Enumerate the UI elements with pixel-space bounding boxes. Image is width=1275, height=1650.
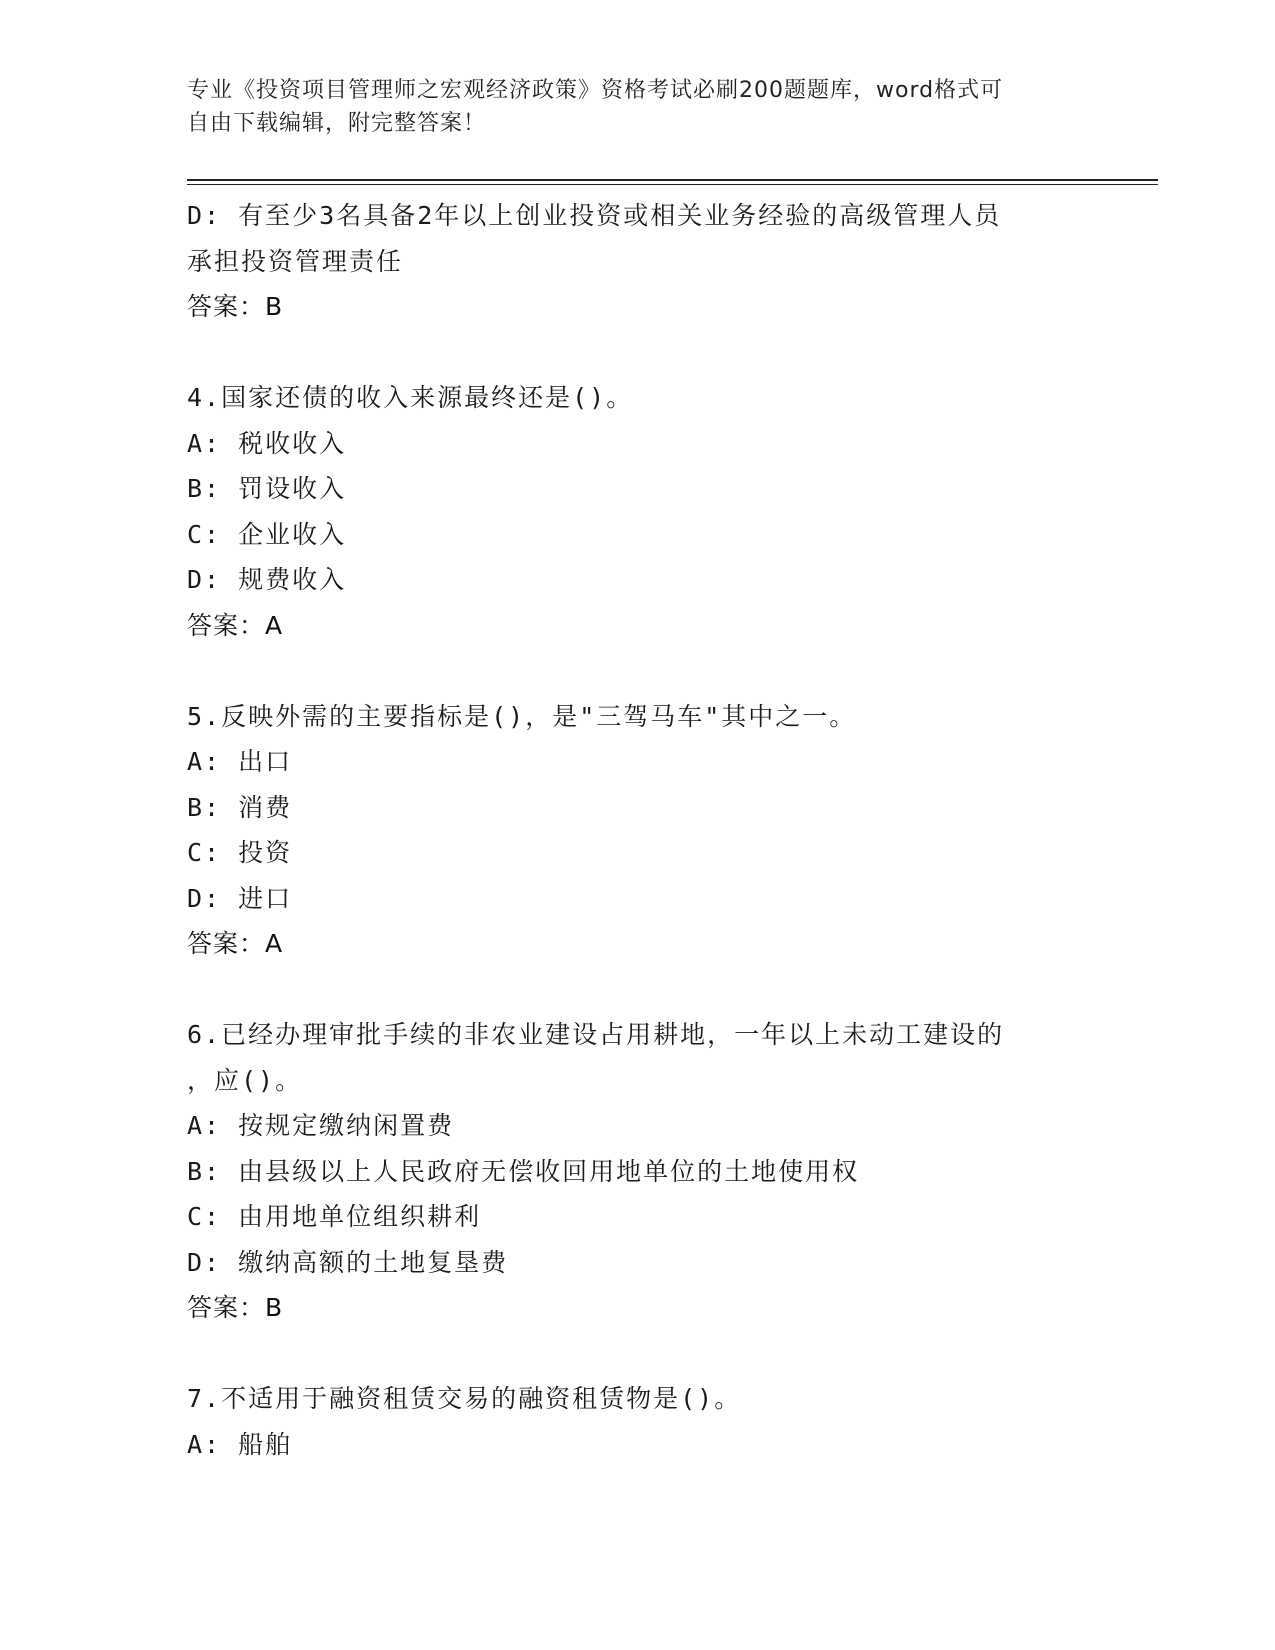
option-line: A: 按规定缴纳闲置费 xyxy=(187,1111,455,1140)
option-line: B: 消费 xyxy=(187,792,293,822)
spacer xyxy=(187,330,1087,376)
option-line: D: 进口 xyxy=(187,883,293,913)
spacer xyxy=(187,967,1087,1013)
option-line: C: 企业收入 xyxy=(187,519,347,549)
question-text: 7.不适用于融资租赁交易的融资租赁物是()。 xyxy=(187,1384,742,1413)
header-line-1: 专业《投资项目管理师之宏观经济政策》资格考试必刷200题题库，word格式可 xyxy=(187,78,1004,103)
option-line: A: 税收收入 xyxy=(187,428,347,458)
question-block xyxy=(187,1012,1087,1331)
spacer xyxy=(187,648,1087,694)
spacer xyxy=(187,1331,1087,1377)
option-line: D: 有至少3名具备2年以上创业投资或相关业务经验的高级管理人员 xyxy=(187,201,1002,230)
question-text-continued: ，应()。 xyxy=(187,1065,303,1095)
option-line: D: 缴纳高额的土地复垦费 xyxy=(187,1247,509,1277)
question-block xyxy=(187,694,1087,967)
question-text: 5.反映外需的主要指标是()，是"三驾马车"其中之一。 xyxy=(187,701,857,731)
question-text: 6.已经办理审批手续的非农业建设占用耕地，一年以上未动工建设的 xyxy=(187,1020,1005,1049)
option-line: A: 出口 xyxy=(187,747,293,776)
option-line: B: 由县级以上人民政府无偿收回用地单位的土地使用权 xyxy=(187,1156,860,1186)
option-line: 承担投资管理责任 xyxy=(187,246,404,276)
header-rule-thin xyxy=(187,184,1158,185)
question-block xyxy=(187,193,1087,330)
answer-line: 答案：B xyxy=(187,292,284,321)
document-header xyxy=(187,74,1087,140)
answer-line: 答案：B xyxy=(187,1293,284,1322)
header-rule-thick xyxy=(187,179,1158,181)
option-line: D: 规费收入 xyxy=(187,565,347,594)
question-block xyxy=(187,375,1087,648)
answer-line: 答案：A xyxy=(187,610,284,640)
option-line: A: 船舶 xyxy=(187,1429,293,1459)
answer-line: 答案：A xyxy=(187,929,284,958)
question-list xyxy=(187,193,1087,1467)
question-text: 4.国家还债的收入来源最终还是()。 xyxy=(187,383,634,412)
option-line: C: 投资 xyxy=(187,838,293,867)
option-line: C: 由用地单位组织耕利 xyxy=(187,1202,482,1231)
question-block xyxy=(187,1376,1087,1467)
header-line-2: 自由下载编辑，附完整答案！ xyxy=(187,111,487,136)
option-line: B: 罚设收入 xyxy=(187,474,347,503)
